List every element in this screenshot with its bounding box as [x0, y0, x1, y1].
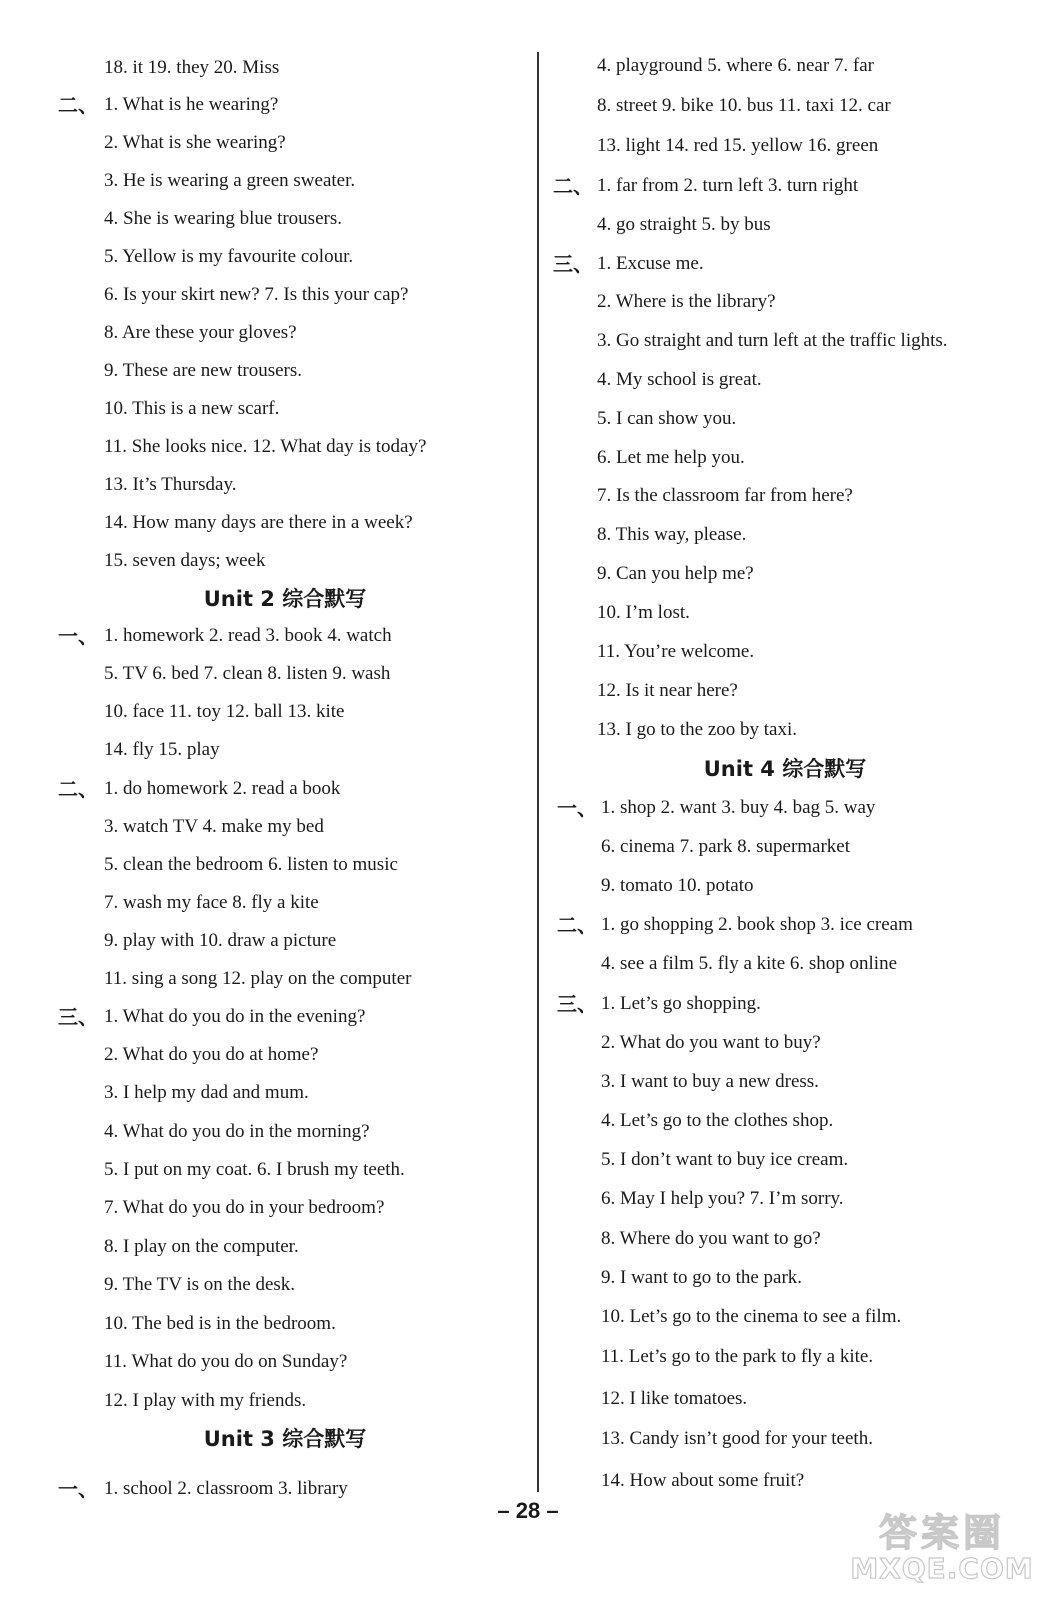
answer-line: 13. I go to the zoo by taxi. — [597, 719, 797, 740]
answer-line: 14. How many days are there in a week? — [104, 512, 413, 533]
watermark-url: MXQE.COM — [850, 1552, 1034, 1585]
answer-line: 1. What do you do in the evening? — [104, 1006, 366, 1027]
answer-line: 1. shop 2. want 3. buy 4. bag 5. way — [601, 797, 876, 818]
answer-line: 3. Go straight and turn left at the traffic lights. — [597, 330, 948, 351]
answer-line: 2. Where is the library? — [597, 291, 776, 312]
answer-line: 9. These are new trousers. — [104, 360, 303, 381]
answer-line: 8. Are these your gloves? — [104, 322, 297, 343]
answer-line: 1. do homework 2. read a book — [104, 778, 341, 799]
answer-line: 3. I want to buy a new dress. — [601, 1071, 819, 1092]
answer-line: 7. wash my face 8. fly a kite — [104, 892, 319, 913]
answer-line: 9. The TV is on the desk. — [104, 1274, 296, 1295]
watermark-text: 答案圈 — [878, 1511, 1005, 1555]
answer-line: 1. What is he wearing? — [104, 94, 279, 115]
answer-line: 5. I can show you. — [597, 408, 737, 429]
answer-line: 10. Let’s go to the cinema to see a film. — [601, 1306, 902, 1327]
page-number: – 28 – — [497, 1498, 559, 1523]
answer-line: 7. Is the classroom far from here? — [597, 485, 853, 506]
section-marker: 一、 — [557, 796, 597, 820]
answer-line: 9. I want to go to the park. — [601, 1267, 803, 1288]
answer-line: 13. light 14. red 15. yellow 16. green — [597, 135, 879, 156]
answer-line: 10. This is a new scarf. — [104, 398, 280, 419]
answer-line: 4. playground 5. where 6. near 7. far — [597, 55, 874, 76]
section-marker: 三、 — [557, 992, 597, 1016]
answer-line: 4. see a film 5. fly a kite 6. shop online — [601, 953, 898, 974]
answer-line: 11. What do you do on Sunday? — [104, 1351, 348, 1372]
answer-line: 6. Let me help you. — [597, 447, 745, 468]
answer-line: 13. Candy isn’t good for your teeth. — [601, 1428, 873, 1449]
answer-line: 2. What is she wearing? — [104, 132, 286, 153]
answer-line: 6. cinema 7. park 8. supermarket — [601, 836, 851, 857]
answer-line: 3. He is wearing a green sweater. — [104, 170, 356, 191]
answer-line: 1. Let’s go shopping. — [601, 993, 761, 1014]
answer-line: 9. play with 10. draw a picture — [104, 930, 337, 951]
answer-line: 6. May I help you? 7. I’m sorry. — [601, 1188, 844, 1209]
answer-line: 4. What do you do in the morning? — [104, 1121, 370, 1142]
answer-line: 18. it 19. they 20. Miss — [104, 57, 280, 78]
section-marker: 一、 — [58, 624, 98, 648]
answer-line: 13. It’s Thursday. — [104, 474, 237, 495]
answer-line: 14. How about some fruit? — [601, 1470, 805, 1491]
answer-line: 12. I play with my friends. — [104, 1390, 307, 1411]
answer-line: 8. Where do you want to go? — [601, 1228, 821, 1249]
answer-line: 11. Let’s go to the park to fly a kite. — [601, 1346, 874, 1367]
answer-line: 5. I don’t want to buy ice cream. — [601, 1149, 849, 1170]
unit-3-title: Unit 3 综合默写 — [203, 1427, 367, 1451]
watermark-logo — [842, 1512, 1042, 1592]
answer-line: 10. face 11. toy 12. ball 13. kite — [104, 701, 345, 722]
answer-line: 4. go straight 5. by bus — [597, 214, 771, 235]
section-marker: 三、 — [553, 252, 593, 276]
section-marker: 二、 — [553, 174, 593, 198]
answer-line: 5. clean the bedroom 6. listen to music — [104, 854, 398, 875]
unit-4-title: Unit 4 综合默写 — [703, 757, 867, 781]
answer-line: 5. I put on my coat. 6. I brush my teeth. — [104, 1159, 405, 1180]
answer-line: 5. Yellow is my favourite colour. — [104, 246, 354, 267]
answer-line: 1. homework 2. read 3. book 4. watch — [104, 625, 392, 646]
section-marker: 二、 — [58, 93, 98, 117]
answer-line: 14. fly 15. play — [104, 739, 220, 760]
section-marker: 二、 — [557, 913, 597, 937]
answer-line: 1. go shopping 2. book shop 3. ice cream — [601, 914, 913, 935]
answer-line: 10. I’m lost. — [597, 602, 690, 623]
section-marker: 三、 — [58, 1005, 98, 1029]
section-marker: 二、 — [58, 777, 98, 801]
answer-line: 15. seven days; week — [104, 550, 266, 571]
answer-line: 4. My school is great. — [597, 369, 762, 390]
answer-line: 10. The bed is in the bedroom. — [104, 1313, 336, 1334]
column-divider — [537, 52, 539, 1492]
answer-line: 7. What do you do in your bedroom? — [104, 1197, 385, 1218]
answer-line: 8. street 9. bike 10. bus 11. taxi 12. car — [597, 95, 891, 116]
answer-line: 2. What do you do at home? — [104, 1044, 319, 1065]
section-marker: 一、 — [58, 1477, 98, 1501]
unit-2-title: Unit 2 综合默写 — [203, 587, 367, 611]
answer-line: 5. TV 6. bed 7. clean 8. listen 9. wash — [104, 663, 391, 684]
answer-line: 9. Can you help me? — [597, 563, 754, 584]
answer-line: 1. school 2. classroom 3. library — [104, 1478, 348, 1499]
answer-line: 9. tomato 10. potato — [601, 875, 754, 896]
answer-line: 3. I help my dad and mum. — [104, 1082, 309, 1103]
answer-line: 6. Is your skirt new? 7. Is this your cap? — [104, 284, 409, 305]
answer-line: 2. What do you want to buy? — [601, 1032, 821, 1053]
answer-line: 4. Let’s go to the clothes shop. — [601, 1110, 834, 1131]
answer-line: 8. This way, please. — [597, 524, 747, 545]
answer-line: 11. She looks nice. 12. What day is today? — [104, 436, 427, 457]
answer-line: 11. You’re welcome. — [597, 641, 755, 662]
answer-line: 12. I like tomatoes. — [601, 1388, 748, 1409]
answer-line: 3. watch TV 4. make my bed — [104, 816, 324, 837]
answer-line: 1. Excuse me. — [597, 253, 704, 274]
answer-line: 8. I play on the computer. — [104, 1236, 299, 1257]
answer-line: 11. sing a song 12. play on the computer — [104, 968, 412, 989]
answer-line: 4. She is wearing blue trousers. — [104, 208, 342, 229]
answer-line: 12. Is it near here? — [597, 680, 738, 701]
answer-line: 1. far from 2. turn left 3. turn right — [597, 175, 859, 196]
